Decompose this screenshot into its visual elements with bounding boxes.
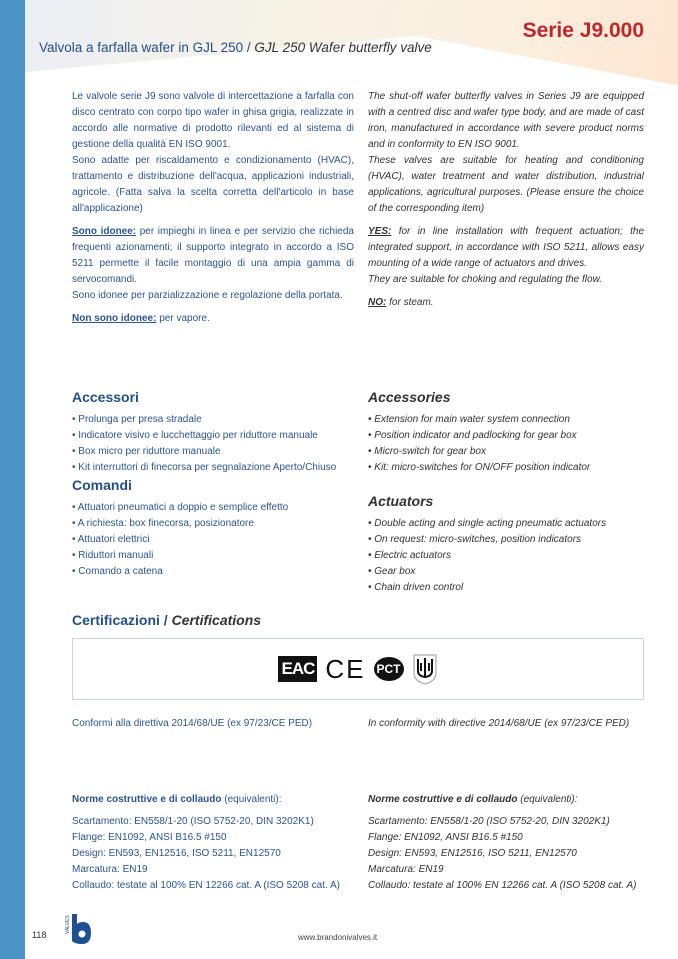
brandoni-logo-icon xyxy=(63,912,93,946)
intro-it xyxy=(72,89,354,334)
list-item: • Kit: micro-switches for ON/OFF position indicator xyxy=(368,462,591,473)
list-item: • Riduttori manuali xyxy=(72,550,154,561)
norm-line: Collaudo: testate al 100% EN 12266 cat. A (ISO 5208 cat. A) xyxy=(72,880,340,891)
actuators-heading-it: Comandi xyxy=(72,477,132,493)
norm-line: Scartamento: EN558/1-20 (ISO 5752-20, DIN 3202K1) xyxy=(368,816,610,827)
norms-sub-it: (equivalenti): xyxy=(224,794,282,805)
cert-title-it: Certificazioni / xyxy=(72,612,168,628)
intro-en-p2: These valves are suitable for heating and conditioning (HVAC), water treatment and water distribution, industrial applications, agricultural purposes. (Please ensure the choice of the corresponding item) xyxy=(368,155,644,214)
list-item: • Extension for main water system connection xyxy=(368,414,570,425)
list-item: • Kit interruttori di finecorsa per segnalazione Aperto/Chiuso xyxy=(72,462,337,473)
norms-sub-en: (equivalenti): xyxy=(520,794,578,805)
list-item: • Electric actuators xyxy=(368,550,451,561)
intro-it-p2: Sono adatte per riscaldamento e condizionamento (HVAC), trattamento e distribuzione dell'acqua, applicazioni industriali, agricole. (Fatta salva la scelta corretta dell'articolo in base all'applicazione) xyxy=(72,155,354,214)
side-color-bar xyxy=(0,0,25,959)
no-label-en: NO: xyxy=(368,297,387,308)
norms-title-en: Norme costruttive e di collaudo xyxy=(368,794,518,805)
series-title: Serie J9.000 xyxy=(522,19,644,42)
norm-line: Design: EN593, EN12516, ISO 5211, EN12570 xyxy=(72,848,281,859)
intro-it-p1: Le valvole serie J9 sono valvole di intercettazione a farfalla con disco centrato con corpo tipo wafer in ghisa grigia, realizzate in accordo alle normative di prodotto rilevanti ed al sistema di gestione della qualità EN ISO 9001. xyxy=(72,91,354,150)
no-label-it: Non sono idonee: xyxy=(72,313,157,324)
svg-text:VALVES: VALVES xyxy=(65,915,71,934)
accessories-heading-en: Accessories xyxy=(368,389,451,405)
list-item: • Attuatori elettrici xyxy=(72,534,150,545)
norms-it xyxy=(72,792,354,894)
yes-text-en: for in line installation with frequent actuation; the integrated support, in accordance with ISO 5211, allows easy mounting of a wide range of actuators and drives. xyxy=(368,226,645,269)
ukraine-trident-icon xyxy=(412,653,438,685)
accessories-heading-it: Accessori xyxy=(72,389,139,405)
eac-mark-icon: EAC xyxy=(278,656,317,682)
title-en: GJL 250 Wafer butterfly valve xyxy=(254,40,432,55)
list-item: • Position indicator and padlocking for gear box xyxy=(368,430,577,441)
ce-mark-icon: CE xyxy=(325,653,366,684)
list-item: • Indicatore visivo e lucchettaggio per riduttore manuale xyxy=(72,430,318,441)
norm-line: Scartamento: EN558/1-20 (ISO 5752-20, DIN 3202K1) xyxy=(72,816,314,827)
page-title xyxy=(39,40,432,55)
yes-text-it: per impieghi in linea e per servizio che richieda frequenti azionamenti; il supporto integrato in accordo a ISO 5211 permette il facile montaggio di una ampia gamma di servocomandi. xyxy=(72,226,354,285)
intro-en-p1: The shut-off wafer butterfly valves in Series J9 are equipped with a centred disc and wafer type body, and are made of cast iron, manufactured in accordance with severe product norms and in conformity to EN ISO 9001. xyxy=(368,91,644,150)
conformity-en: In conformity with directive 2014/68/UE (ex 97/23/CE PED) xyxy=(368,718,630,729)
norm-line: Collaudo: testate al 100% EN 12266 cat. A (ISO 5208 cat. A) xyxy=(368,880,637,891)
yes-label-it: Sono idonee: xyxy=(72,226,137,237)
pct-mark-icon: PCT xyxy=(374,657,404,681)
no-text-it: per vapore. xyxy=(159,313,210,324)
norm-line: Design: EN593, EN12516, ISO 5211, EN12570 xyxy=(368,848,577,859)
list-item: • Comando a catena xyxy=(72,566,163,577)
certification-marks-box xyxy=(72,638,644,700)
intro-en xyxy=(368,89,644,318)
list-item: • Box micro per riduttore manuale xyxy=(72,446,221,457)
conformity-it: Conformi alla direttiva 2014/68/UE (ex 97/23/CE PED) xyxy=(72,718,313,729)
page-number: 118 xyxy=(32,930,47,940)
norm-line: Flange: EN1092, ANSI B16.5 #150 xyxy=(72,832,227,843)
list-item: • On request: micro-switches, position indicators xyxy=(368,534,582,545)
footer-url[interactable]: www.brandonivalves.it xyxy=(298,933,378,942)
list-item: • Attuatori pneumatici a doppio e semplice effetto xyxy=(72,502,289,513)
list-item: • Chain driven control xyxy=(368,582,464,593)
norms-title-it: Norme costruttive e di collaudo xyxy=(72,794,222,805)
list-item: • A richiesta: box finecorsa, posizionatore xyxy=(72,518,254,529)
norm-line: Marcatura: EN19 xyxy=(72,864,148,875)
certifications-heading xyxy=(72,612,261,628)
yes-text2-it: Sono idonee per parzializzazione e regolazione della portata. xyxy=(72,290,343,301)
list-item: • Prolunga per presa stradale xyxy=(72,414,202,425)
norm-line: Marcatura: EN19 xyxy=(368,864,444,875)
accessories-en xyxy=(368,388,644,596)
norm-line: Flange: EN1092, ANSI B16.5 #150 xyxy=(368,832,523,843)
no-text-en: for steam. xyxy=(389,297,434,308)
list-item: • Double acting and single acting pneumatic actuators xyxy=(368,518,607,529)
list-item: • Micro-switch for gear box xyxy=(368,446,486,457)
yes-label-en: YES: xyxy=(368,226,392,237)
actuators-heading-en: Actuators xyxy=(368,493,434,509)
title-it: Valvola a farfalla wafer in GJL 250 / xyxy=(39,40,251,55)
cert-title-en: Certifications xyxy=(171,612,262,628)
norms-en xyxy=(368,792,644,894)
accessories-it xyxy=(72,388,354,580)
list-item: • Gear box xyxy=(368,566,416,577)
yes-text2-en: They are suitable for choking and regulating the flow. xyxy=(368,274,603,285)
